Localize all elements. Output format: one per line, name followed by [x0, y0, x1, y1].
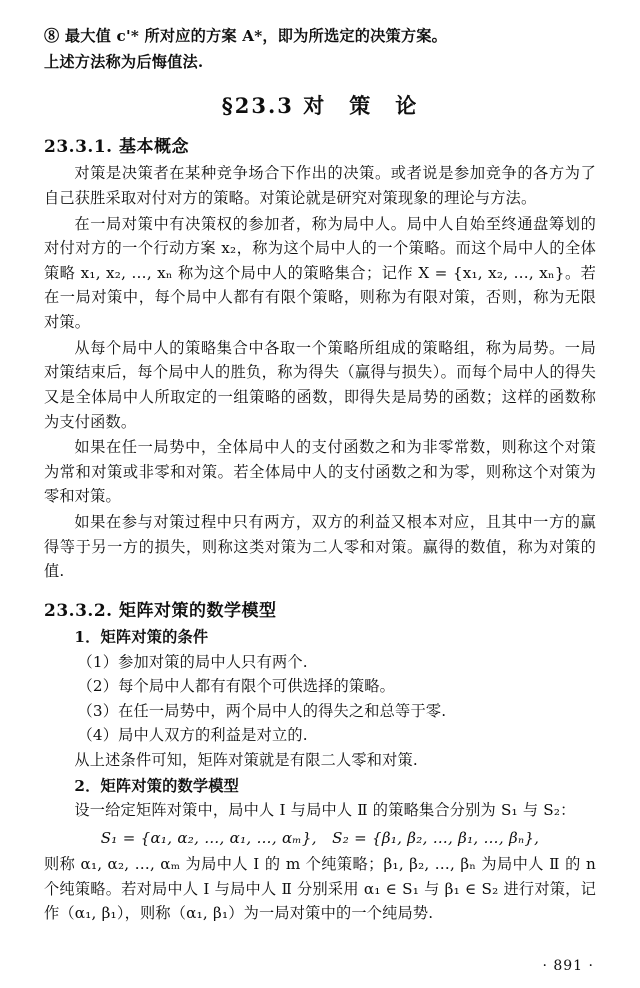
model-item-1-title: 1．矩阵对策的条件 [74, 627, 209, 646]
condition-item: （3）在任一局势中，两个局中人的得失之和总等于零. [77, 701, 447, 720]
top-fragment-line2: 上述方法称为后悔值法. [44, 52, 204, 71]
conditions-conclusion: 从上述条件可知，矩阵对策就是有限二人零和对策. [74, 751, 418, 769]
section-number: §23.3 [221, 93, 294, 119]
paragraph: 如果在任一局势中，全体局中人的支付函数之和为非零常数，则称这个对策为常和对策或非零和对策。若全体局中人的支付函数之和为零，则称这个对策为零和对策。 [44, 438, 596, 506]
model-paragraph-1: 设一给定矩阵对策中，局中人 Ⅰ 与局中人 Ⅱ 的策略集合分别为 S₁ 与 S₂： [74, 801, 576, 820]
condition-item: （2）每个局中人都有有限个可供选择的策略。 [77, 677, 396, 696]
subsection-heading-2: 23.3.2. 矩阵对策的数学模型 [44, 600, 277, 621]
condition-item: （1）参加对策的局中人只有两个. [77, 652, 308, 671]
model-paragraph-2: 则称 α₁, α₂, …, αₘ 为局中人 Ⅰ 的 m 个纯策略；β₁, β₂, …, βₙ 为局中人 Ⅱ 的 n 个纯策略。若对局中人 Ⅰ 与局中人 Ⅱ 分别采用 α₁ ∈ S₁ 与 β₁ ∈ S₂ 进行对策，记作（α₁, β₁），则称（α₁, β₁）为一局对策中的一个纯局势. [44, 854, 596, 923]
paragraph: 在一局对策中有决策权的参加者，称为局中人。局中人自始至终通盘筹划的对付对方的一个行动方案 x₂，称为这个局中人的一个策略。而这个局中人的全体策略 x₁, x₂, …, xₙ 称为这个局中人的策略集合；记作 X = {x₁, x₂, …, xₙ}。若在一局对策中，每个局中人都有有限个策略，则称为有限对策，否则，称为无限对策。 [44, 214, 596, 331]
paragraph: 从每个局中人的策略集合中各取一个策略所组成的策略组，称为局势。一局对策结束后，每个局中人的胜负，称为得失（赢得与损失）。而每个局中人的得失又是全体局中人所取定的一组策略的函数，即得失是局势的函数；这样的函数称为支付函数。 [44, 338, 596, 431]
model-formula: S₁ = {α₁, α₂, …, α₁, …, αₘ}, S₂ = {β₁, β₂, …, β₁, …, βₙ}, [100, 828, 540, 847]
page-number: · 891 · [542, 958, 594, 974]
section-title-text: 对 策 论 [303, 93, 419, 119]
top-fragment-line1: ⑧ 最大值 c'* 所对应的方案 A*，即为所选定的决策方案。 [44, 27, 448, 45]
paragraph: 如果在参与对策过程中只有两方，双方的利益又根本对应，且其中一方的赢得等于另一方的损失，则称这类对策为二人零和对策。赢得的数值，称为对策的值. [44, 513, 596, 581]
paragraph: 对策是决策者在某种竞争场合下作出的决策。或者说是参加竞争的各方为了自己获胜采取对付对方的策略。对策论就是研究对策现象的理论与方法。 [44, 164, 596, 207]
section-title [44, 90, 596, 120]
subsection-heading-1: 23.3.1. 基本概念 [44, 137, 189, 158]
model-item-2-title: 2．矩阵对策的数学模型 [74, 776, 240, 795]
condition-item: （4）局中人双方的利益是对立的. [77, 726, 308, 745]
